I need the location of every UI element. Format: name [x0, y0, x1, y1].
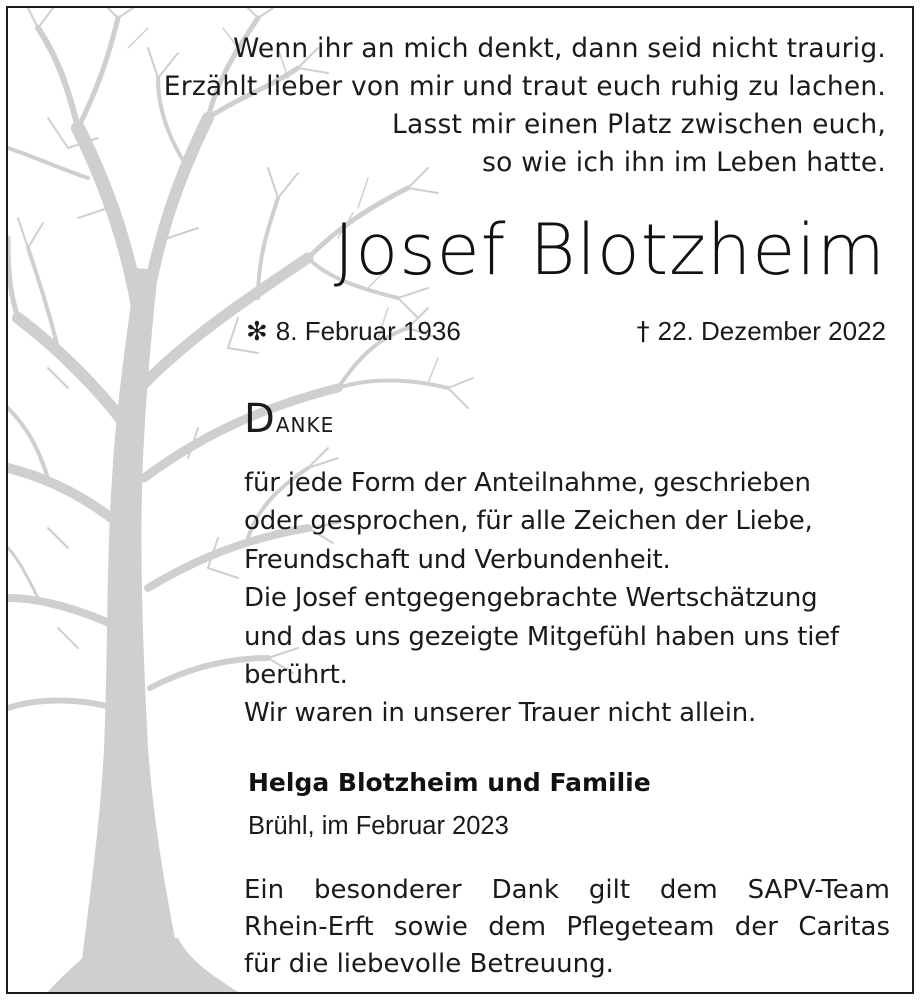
special-thanks-line: Rhein-Erft sowie dem Pflegeteam der Caritas — [244, 912, 890, 942]
death-cross-icon: † — [636, 317, 650, 347]
thanks-heading-rest: anke — [275, 406, 335, 439]
poem-line: Wenn ihr an mich denkt, dann seid nicht traurig. — [233, 33, 886, 64]
poem-line: Erzählt lieber von mir und traut euch ruhig zu lachen. — [163, 71, 886, 102]
poem-line: so wie ich ihn im Leben hatte. — [482, 147, 886, 178]
thanks-line: oder gesprochen, für alle Zeichen der Liebe, — [244, 506, 813, 537]
birth-star-icon: ✻ — [246, 317, 268, 347]
thanks-line: und das uns gezeigte Mitgefühl haben uns tief — [244, 621, 840, 652]
deceased-name: Josef Blotzheim — [333, 209, 886, 291]
thanks-line: Freundschaft und Verbundenheit. — [244, 544, 671, 575]
death-date — [637, 314, 886, 349]
place-date: Brühl, im Februar 2023 — [248, 812, 509, 840]
special-thanks-line: Ein besonderer Dank gilt dem SAPV-Team — [244, 875, 890, 905]
thanks-heading-initial: D — [244, 396, 276, 442]
special-thanks — [244, 872, 890, 983]
thanks-text — [244, 464, 890, 733]
death-date-text: 22. Dezember 2022 — [657, 316, 886, 346]
poem — [164, 30, 886, 182]
birth-date — [246, 314, 461, 349]
poem-line: Lasst mir einen Platz zwischen euch, — [392, 109, 886, 140]
family-signature: Helga Blotzheim und Familie — [248, 768, 651, 797]
thanks-line: Die Josef entgegengebrachte Wertschätzung — [244, 583, 818, 614]
thanks-line: für jede Form der Anteilnahme, geschrieben — [244, 468, 811, 498]
thanks-heading — [244, 396, 334, 446]
thanks-line: berührt. — [244, 660, 348, 691]
notice-frame — [6, 6, 914, 994]
special-thanks-line: für die liebevolle Betreuung. — [244, 949, 614, 979]
thanks-line: Wir waren in unserer Trauer nicht allein. — [244, 698, 757, 729]
birth-date-text: 8. Februar 1936 — [275, 316, 461, 346]
